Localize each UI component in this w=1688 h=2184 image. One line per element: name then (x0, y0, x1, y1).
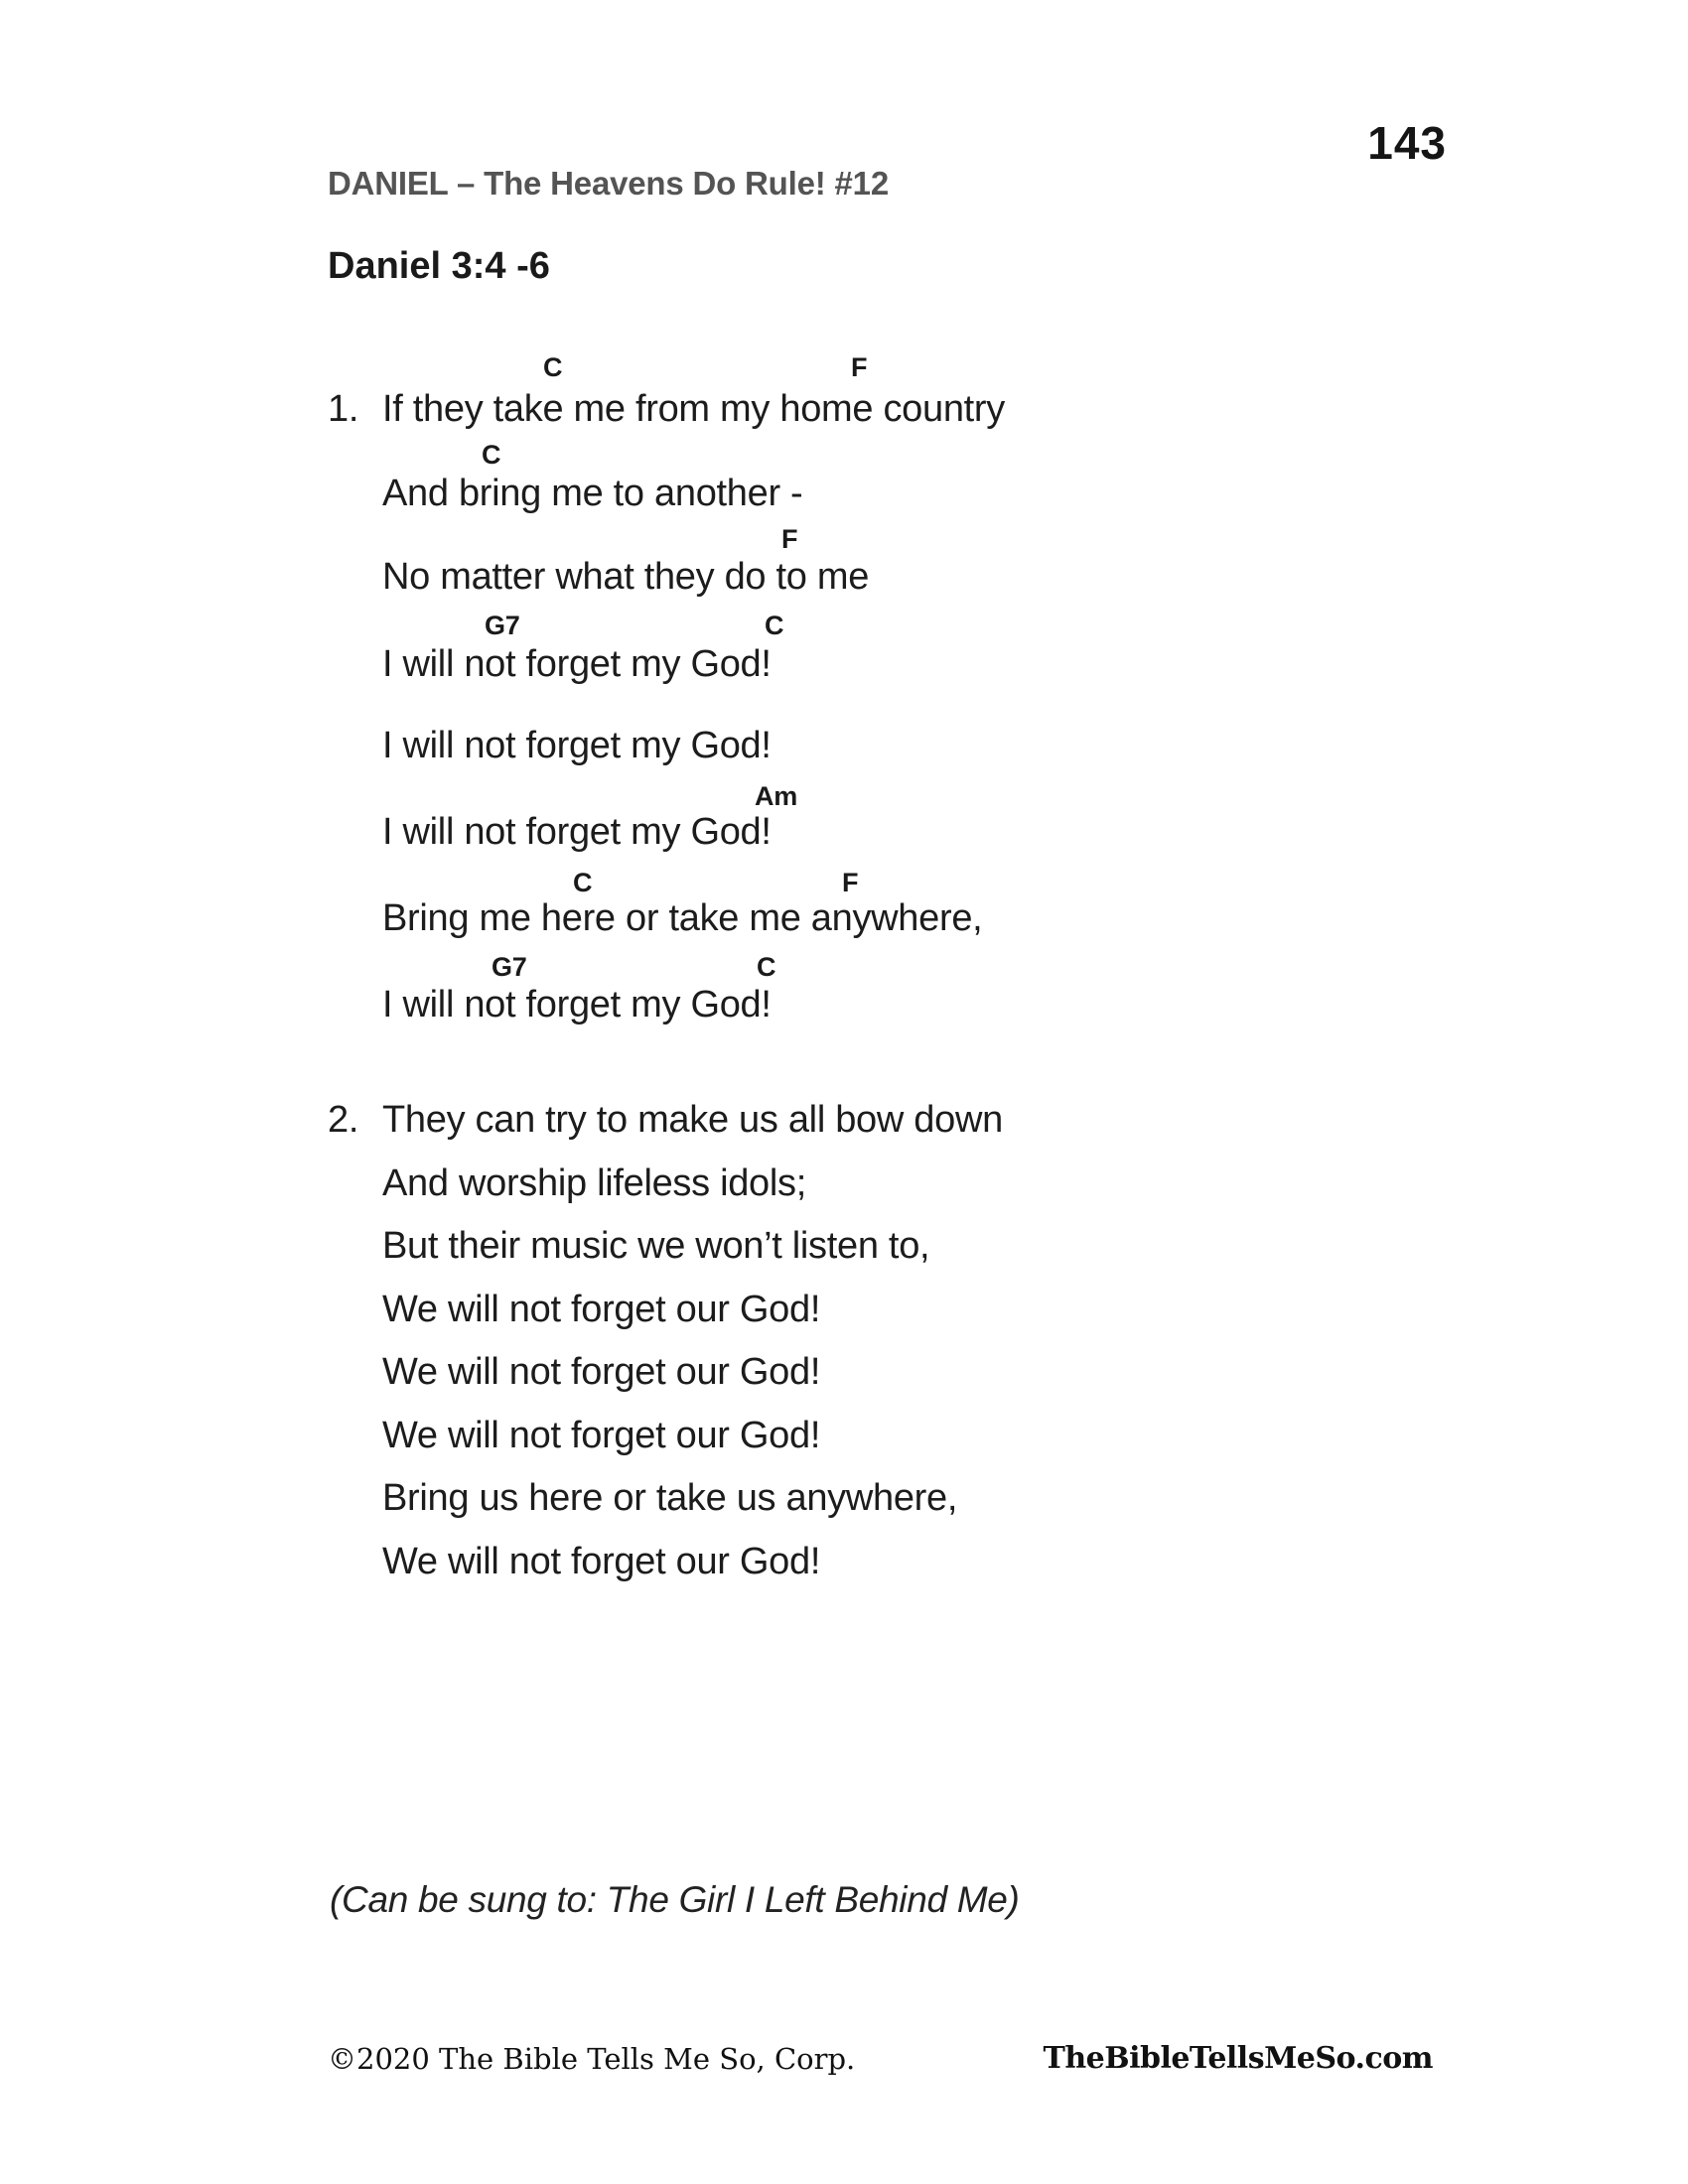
verse-number: 2. (328, 1099, 359, 1141)
lyric-line: But their music we won’t listen to, (382, 1225, 930, 1267)
chord-label: C (573, 868, 593, 897)
verse-number: 1. (328, 388, 359, 430)
lyric-line: We will not forget our God! (382, 1289, 821, 1330)
lyric-line: We will not forget our God! (382, 1351, 821, 1393)
chord-label: Am (755, 781, 798, 811)
lyric-line: And worship lifeless idols; (382, 1162, 806, 1204)
footer-website: TheBibleTellsMeSo.com (1043, 2041, 1433, 2076)
tune-note: (Can be sung to: The Girl I Left Behind Me) (330, 1879, 1020, 1920)
lyric-line: We will not forget our God! (382, 1415, 821, 1456)
chord-label: C (765, 611, 784, 640)
footer-copyright: ©2020 The Bible Tells Me So, Corp. (328, 2042, 856, 2076)
lyric-line: Bring me here or take me anywhere, (382, 897, 983, 939)
lyric-text: They can try to make us all bow down (382, 1099, 1003, 1141)
chord-label: G7 (485, 611, 520, 640)
lyric-line: I will not forget my God! (382, 811, 772, 853)
lyric-line: We will not forget our God! (382, 1541, 821, 1582)
running-header: DANIEL – The Heavens Do Rule! #12 (328, 165, 889, 202)
lyric-line: I will not forget my God! (382, 725, 772, 766)
chord-label: C (482, 440, 501, 470)
song-scripture-reference: Daniel 3:4 -6 (328, 245, 550, 287)
lyric-line (328, 386, 1005, 434)
chord-label: F (842, 868, 859, 897)
chord-label: C (543, 352, 563, 382)
lyric-line: I will not forget my God! (382, 984, 772, 1025)
lyric-line: No matter what they do to me (382, 556, 870, 598)
lyric-line: I will not forget my God! (382, 643, 772, 685)
lyric-line (328, 1097, 1003, 1145)
page-number: 143 (1367, 117, 1447, 169)
chord-label: F (851, 352, 868, 382)
chord-label: G7 (492, 952, 527, 982)
chord-label: C (757, 952, 776, 982)
lyric-line: And bring me to another - (382, 473, 803, 514)
chord-label: F (781, 524, 798, 554)
lyric-text: If they take me from my home country (382, 388, 1005, 430)
lyric-line: Bring us here or take us anywhere, (382, 1477, 958, 1519)
